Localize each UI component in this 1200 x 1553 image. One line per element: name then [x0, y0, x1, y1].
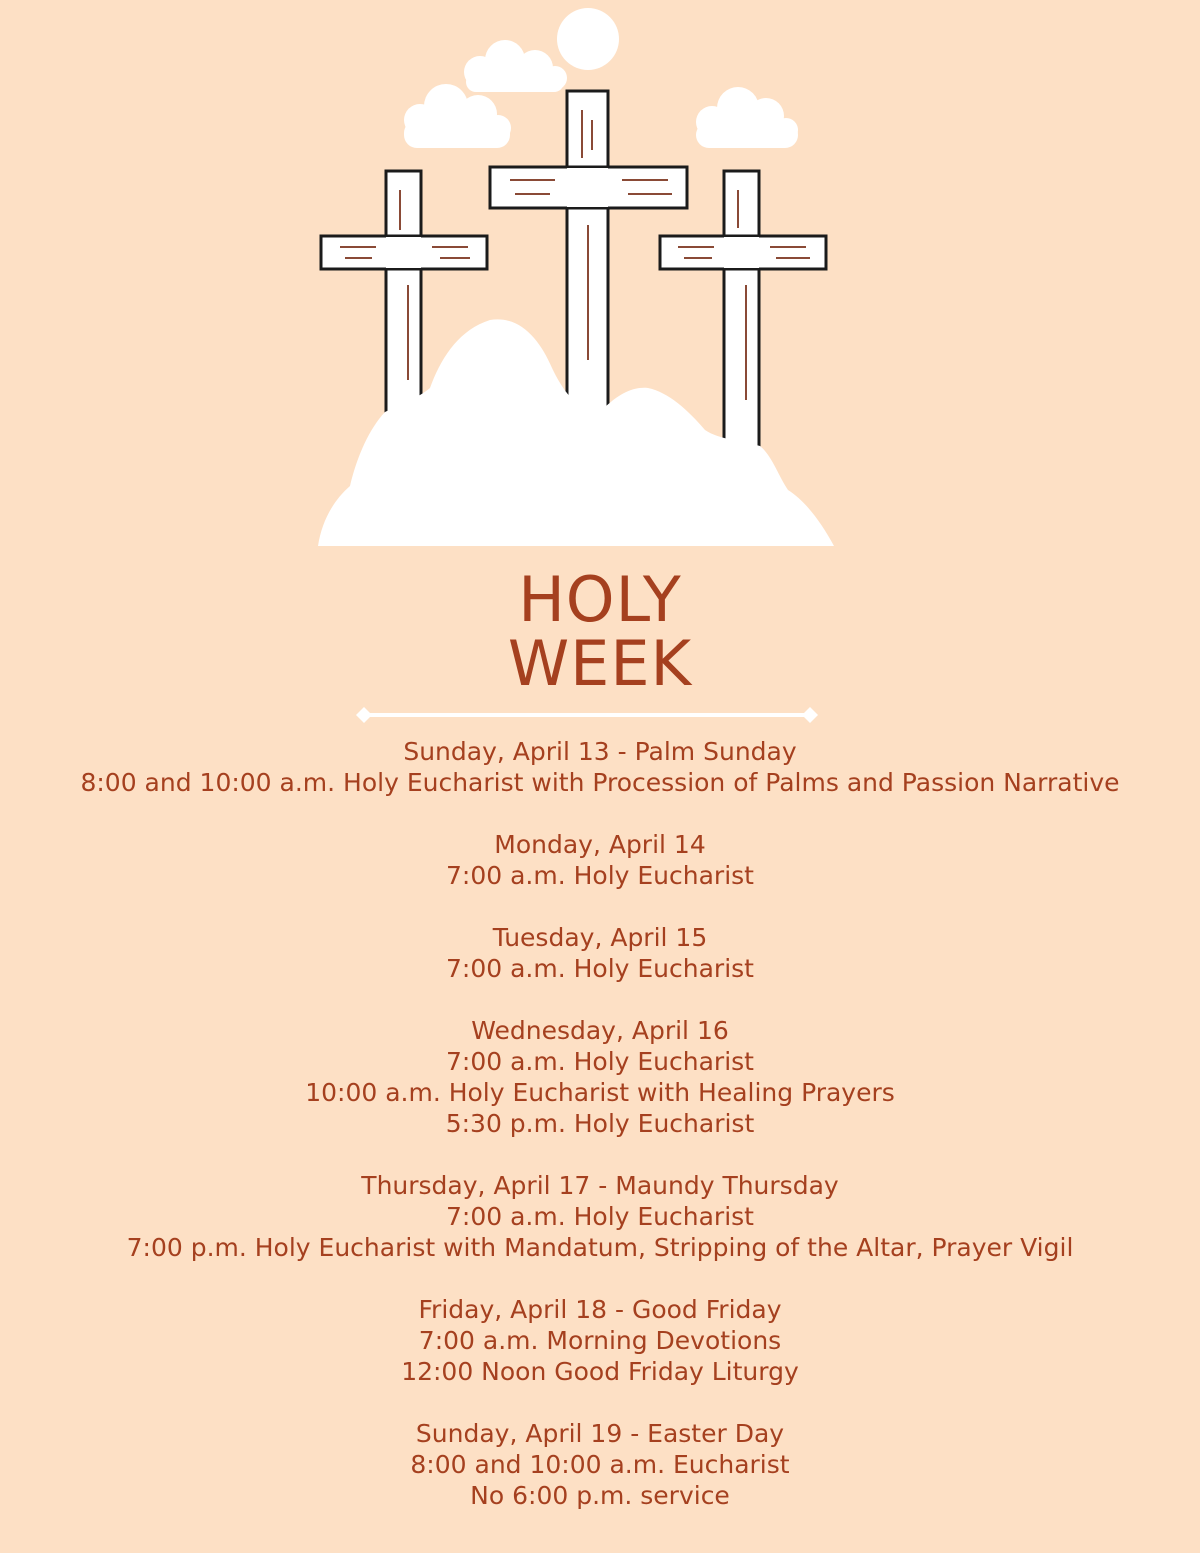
service-line: 7:00 a.m. Morning Devotions: [418, 1326, 782, 1355]
schedule-day: [0, 1170, 1200, 1263]
service-line: No 6:00 p.m. service: [470, 1481, 730, 1510]
cross-icon: [660, 171, 826, 451]
day-heading: Wednesday, April 16: [471, 1016, 729, 1045]
title-line-1: HOLY: [518, 563, 682, 636]
schedule-day: [0, 736, 1200, 798]
schedule-day: [0, 1294, 1200, 1387]
service-line: 7:00 a.m. Holy Eucharist: [446, 861, 754, 890]
schedule-day: [0, 1418, 1200, 1511]
service-line: 7:00 p.m. Holy Eucharist with Mandatum, Stripping of the Altar, Prayer Vigil: [126, 1233, 1074, 1262]
service-line: 7:00 a.m. Holy Eucharist: [446, 1202, 754, 1231]
service-line: 12:00 Noon Good Friday Liturgy: [401, 1357, 799, 1386]
schedule-day: [0, 922, 1200, 984]
service-line: 7:00 a.m. Holy Eucharist: [446, 954, 754, 983]
title-line-2: WEEK: [507, 627, 693, 700]
cloud-icon: [404, 84, 511, 148]
divider: [352, 704, 822, 726]
schedule-day: [0, 1015, 1200, 1139]
day-heading: Thursday, April 17 - Maundy Thursday: [361, 1171, 839, 1200]
cloud-icon: [696, 87, 798, 148]
holy-week-schedule: [0, 736, 1200, 1542]
service-line: 5:30 p.m. Holy Eucharist: [445, 1109, 755, 1138]
page-title: [0, 563, 1200, 700]
three-crosses-illustration: [0, 0, 1200, 560]
service-line: 10:00 a.m. Holy Eucharist with Healing Prayers: [305, 1078, 895, 1107]
cloud-icon: [464, 40, 567, 92]
service-line: 7:00 a.m. Holy Eucharist: [446, 1047, 754, 1076]
day-heading: Sunday, April 13 - Palm Sunday: [403, 737, 797, 766]
day-heading: Friday, April 18 - Good Friday: [418, 1295, 782, 1324]
schedule-day: [0, 829, 1200, 891]
day-heading: Sunday, April 19 - Easter Day: [415, 1419, 785, 1448]
service-line: 8:00 and 10:00 a.m. Holy Eucharist with Procession of Palms and Passion Narrative: [80, 768, 1120, 797]
day-heading: Tuesday, April 15: [492, 923, 708, 952]
day-heading: Monday, April 14: [494, 830, 706, 859]
sun-icon: [557, 8, 619, 70]
service-line: 8:00 and 10:00 a.m. Eucharist: [410, 1450, 790, 1479]
